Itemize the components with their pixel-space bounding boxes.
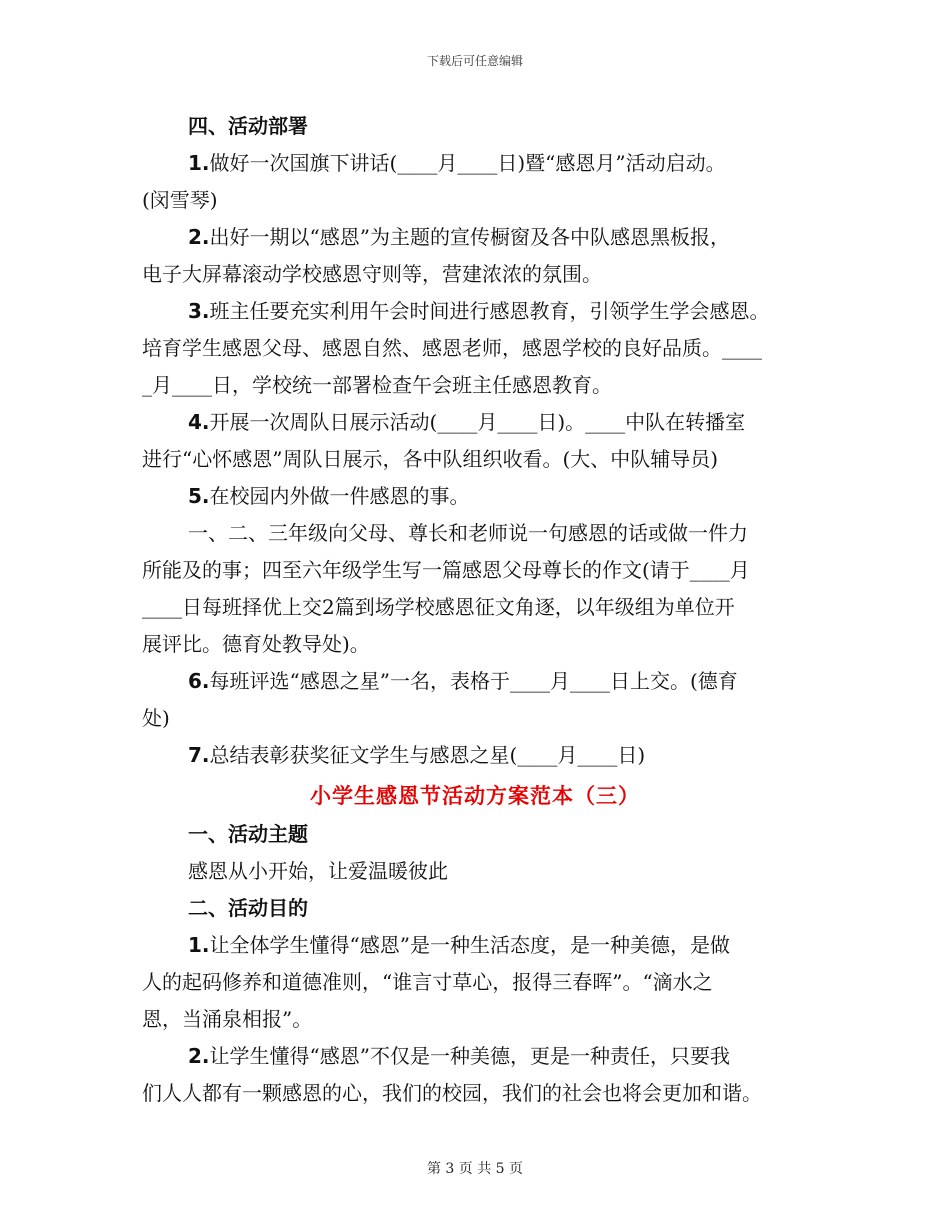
- line-text: 处): [142, 706, 170, 730]
- line-text: 电子大屏幕滚动学校感恩守则等，营建浓浓的氛围。: [142, 262, 602, 286]
- text-line: [142, 293, 808, 330]
- line-text: 让学生懂得“感恩”不仅是一种美德，更是一种责任，只要我: [209, 1044, 730, 1068]
- text-line: [142, 964, 808, 1001]
- text-line: [142, 441, 808, 478]
- line-text: 二、活动目的: [188, 896, 308, 920]
- text-line: [142, 219, 808, 256]
- activity-plan-section: [142, 816, 808, 1112]
- line-text: 进行“心怀感恩”周队日展示，各中队组织收看。(大、中队辅导员): [142, 447, 719, 471]
- text-line: [142, 663, 808, 700]
- line-text: 开展一次周队日展示活动(____月____日)。____中队在转播室: [209, 410, 746, 434]
- text-line: [142, 1075, 808, 1112]
- text-line: [142, 1001, 808, 1038]
- line-text: 感恩从小开始，让爱温暖彼此: [188, 859, 448, 883]
- item-number: 1.: [188, 933, 210, 957]
- page-number: 第 3 页 共 5 页: [426, 1161, 524, 1177]
- line-text: 四、活动部署: [188, 114, 308, 138]
- line-text: 培育学生感恩父母、感恩自然、感恩老师，感恩学校的良好品质。____: [142, 336, 762, 360]
- line-text: 让全体学生懂得“感恩”是一种生活态度，是一种美德，是做: [209, 933, 730, 957]
- text-line: [142, 145, 808, 182]
- item-number: 5.: [188, 484, 210, 508]
- line-text: 所能及的事；四至六年级学生写一篇感恩父母尊长的作文(请于____月: [142, 558, 750, 582]
- line-text: 一、活动主题: [188, 822, 308, 846]
- item-number: 4.: [188, 410, 210, 434]
- text-line: [142, 108, 808, 145]
- line-text: 做好一次国旗下讲话(____月____日)暨“感恩月”活动启动。: [209, 151, 726, 175]
- line-text: 人的起码修养和道德准则，“谁言寸草心，报得三春晖”。“滴水之: [142, 970, 713, 994]
- item-number: 6.: [188, 669, 210, 693]
- line-text: _月____日，学校统一部署检查午会班主任感恩教育。: [142, 373, 612, 397]
- item-number: 3.: [188, 299, 210, 323]
- text-line: [142, 816, 808, 853]
- item-number: 1.: [188, 151, 210, 175]
- text-line: [142, 515, 808, 552]
- line-text: 一、二、三年级向父母、尊长和老师说一句感恩的话或做一件力: [188, 521, 748, 545]
- line-text: 展评比。德育处教导处)。: [142, 632, 370, 656]
- line-text: 出好一期以“感恩”为主题的宣传橱窗及各中队感恩黑板报，: [209, 225, 730, 249]
- text-line: [142, 626, 808, 663]
- text-line: [142, 478, 808, 515]
- line-text: 总结表彰获奖征文学生与感恩之星(____月____日): [209, 743, 646, 767]
- item-number: 2.: [188, 1044, 210, 1068]
- text-line: [142, 182, 808, 219]
- text-line: [142, 890, 808, 927]
- text-line: [142, 1038, 808, 1075]
- line-text: ____日每班择优上交2篇到场学校感恩征文角逐，以年级组为单位开: [142, 595, 735, 619]
- text-line: [142, 700, 808, 737]
- text-line: [142, 737, 808, 774]
- line-text: 恩，当涌泉相报”。: [142, 1007, 313, 1031]
- text-line: [142, 404, 808, 441]
- header-note: 下载后可任意编辑: [426, 54, 523, 68]
- line-text: 在校园内外做一件感恩的事。: [209, 484, 470, 508]
- document-body: [142, 108, 808, 1112]
- text-line: [142, 256, 808, 293]
- text-line: [142, 330, 808, 367]
- text-line: [142, 552, 808, 589]
- text-line: [142, 853, 808, 890]
- item-number: 2.: [188, 225, 210, 249]
- activity-deployment-section: [142, 108, 808, 774]
- text-line: [142, 927, 808, 964]
- line-text: (闵雪琴): [142, 188, 218, 212]
- section-title: 小学生感恩节活动方案范本（三）: [310, 784, 640, 808]
- item-number: 7.: [188, 743, 210, 767]
- text-line: [142, 367, 808, 404]
- line-text: 每班评选“感恩之星”一名，表格于____月____日上交。(德育: [209, 669, 738, 693]
- line-text: 班主任要充实利用午会时间进行感恩教育，引领学生学会感恩。: [209, 299, 770, 323]
- text-line: [142, 589, 808, 626]
- line-text: 们人人都有一颗感恩的心，我们的校园，我们的社会也将会更加和谐。: [142, 1081, 762, 1105]
